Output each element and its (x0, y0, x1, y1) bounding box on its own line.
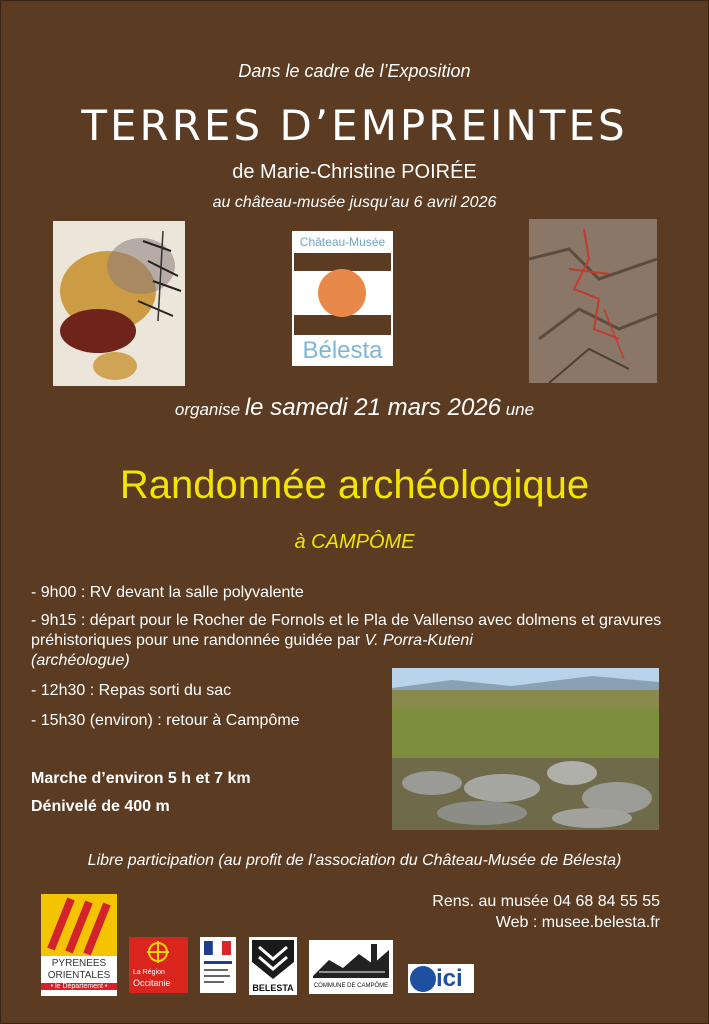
campome-logo-label: COMMUNE DE CAMPÔME (313, 983, 389, 989)
program-item-3: - 15h30 (environ) : retour à Campôme (31, 712, 300, 729)
landscape-photo (392, 668, 659, 830)
program-item-2: - 12h30 : Repas sorti du sac (31, 682, 232, 699)
museum-logo-line1: Château-Musée (299, 235, 386, 249)
author-line: de Marie-Christine POIRÉE (232, 161, 477, 183)
program-item-1 (31, 611, 681, 671)
elevation-info: Dénivelé de 400 m (31, 798, 170, 815)
exhibition-dates: au château-musée jusqu’au 6 avril 2026 (212, 194, 497, 211)
contact-phone: Rens. au musée 04 68 84 55 55 (432, 893, 660, 910)
exhibition-title: TERRES D’EMPREINTES (81, 101, 628, 150)
ministry-culture-logo (200, 937, 236, 993)
po-line3: • le Département • (41, 983, 117, 990)
artwork-image-left (53, 221, 185, 386)
museum-logo (292, 231, 393, 366)
ici-logo (408, 964, 474, 993)
participation-text: Libre participation (au profit de l’association du Château-Musée de Bélesta) (87, 852, 622, 869)
program-item-1-text: - 9h15 : départ pour le Rocher de Fornols et le Pla de Vallenso avec dolmens et gravures préhistoriques pour une randonnée guidée par (31, 612, 662, 649)
guide-name: V. Porra-Kuteni (364, 632, 473, 649)
intro-text: Dans le cadre de l’Exposition (238, 61, 471, 81)
belesta-logo (249, 937, 297, 995)
occitanie-logo (129, 937, 188, 993)
contact-web: Web : musee.belesta.fr (495, 914, 660, 931)
program-item-0: - 9h00 : RV devant la salle polyvalente (31, 584, 304, 601)
campome-logo (309, 940, 393, 994)
occitanie-line1: La Région (133, 969, 165, 976)
rock-engraving-image (529, 219, 657, 383)
po-line1: PYRENEES (51, 958, 107, 969)
belesta-logo-label: BELESTA (252, 983, 294, 993)
guide-role: (archéologue) (31, 652, 130, 669)
pyrenees-orientales-logo (41, 894, 117, 996)
organise-line (1, 394, 708, 422)
event-title: Randonnée archéologique (119, 463, 590, 507)
occitanie-line2: Occitanie (133, 978, 171, 988)
event-location: à CAMPÔME (294, 531, 415, 553)
museum-logo-line2: Bélesta (302, 337, 383, 364)
organise-post: une (500, 400, 535, 419)
organise-pre: organise (174, 400, 245, 419)
event-date: le samedi 21 mars 2026 (244, 394, 501, 421)
walk-info: Marche d’environ 5 h et 7 km (31, 770, 251, 787)
ici-logo-label: ici (436, 965, 463, 992)
po-line2: ORIENTALES (47, 970, 111, 981)
